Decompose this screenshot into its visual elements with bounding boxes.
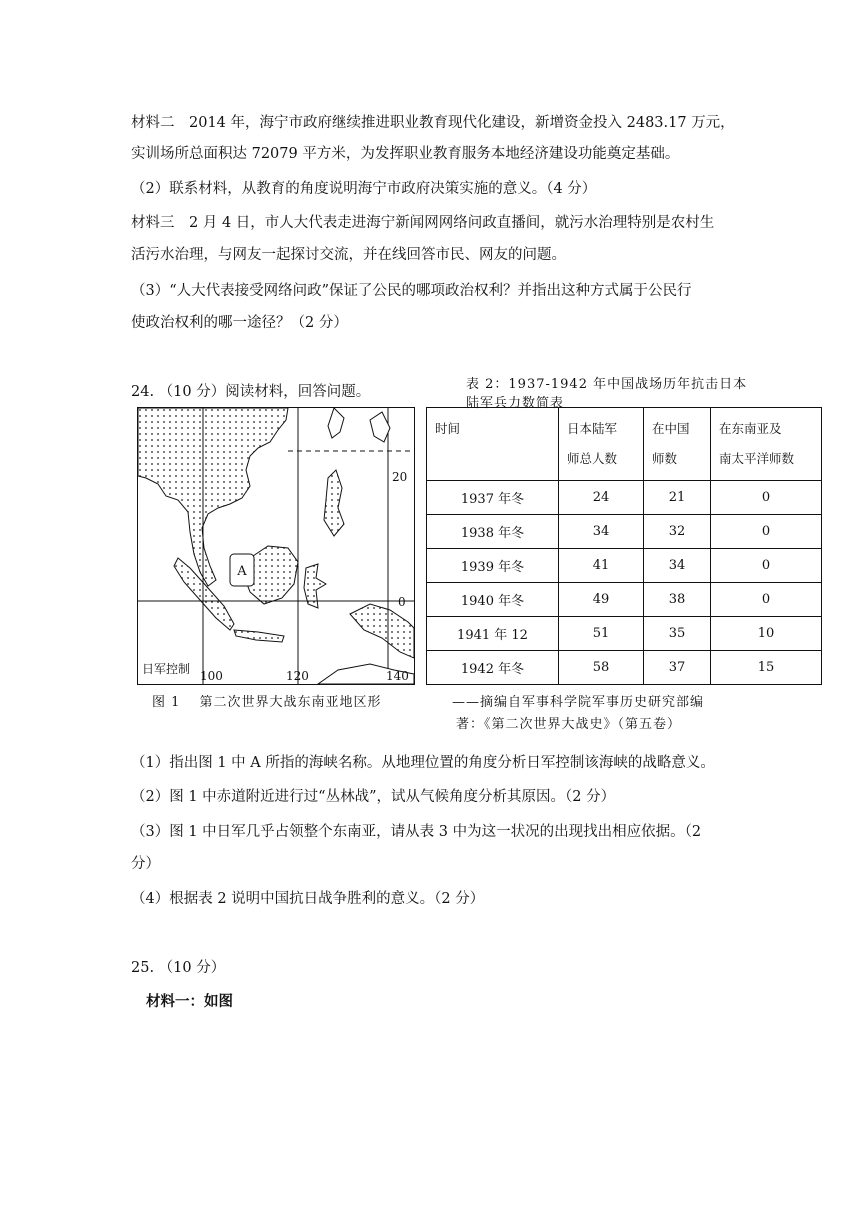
question-25-header: 25. （10 分） [131,960,226,976]
table-row [427,549,822,583]
question-23-3-line1: （3）“人大代表接受网络问政”保证了公民的哪项政治权利？并指出这种方式属于公民行 [131,283,692,299]
lon-label-140: 140 [386,669,409,683]
question-24-1: （1）指出图 1 中 A 所指的海峡名称。从地理位置的角度分析日军控制该海峡的战略意义。 [131,755,715,771]
cell-china: 37 [644,651,711,685]
cell-time: 1939 年冬 [427,549,559,583]
table-header-row [427,408,822,481]
cell-china: 34 [644,549,711,583]
header-sea-pacific-divisions: 在东南亚及 南太平洋师数 [711,408,822,481]
material3-line1: 材料三 2 月 4 日，市人大代表走进海宁新闻网网络问政直播间，就污水治理特别是农村生 [131,215,715,231]
cell-total: 41 [559,549,644,583]
table-title-line1: 表 2：1937-1942 年中国战场历年抗击日本 [466,377,748,392]
question-24-4: （4）根据表 2 说明中国抗日战争胜利的意义。（2 分） [131,891,485,907]
southeast-asia-map [137,407,415,685]
new-guinea [350,604,414,658]
cell-total: 24 [559,481,644,515]
cell-time: 1940 年冬 [427,583,559,617]
cell-sea: 0 [711,583,822,617]
table-row [427,515,822,549]
question-24-3-line2: 分） [131,856,160,872]
question-24-3-line1: （3）图 1 中日军几乎占领整个东南亚，请从表 3 中为这一状况的出现找出相应依据。（2 [131,824,702,840]
figure-1-caption: 图 1 第二次世界大战东南亚地区形 [152,695,382,710]
lat-label-20: 20 [392,470,408,484]
material3-line2: 活污水治理，与网友一起探讨交流，并在线回答市民、网友的问题。 [131,247,566,263]
taiwan-island [328,408,344,438]
cell-total: 49 [559,583,644,617]
question-23-2: （2）联系材料，从教育的角度说明海宁市政府决策实施的意义。（4 分） [131,181,597,197]
map-drawing [138,408,414,684]
cell-time: 1942 年冬 [427,651,559,685]
material2-line1: 材料二 2014 年，海宁市政府继续推进职业教育现代化建设，新增资金投入 2483.17 万元， [131,115,735,131]
cell-time: 1937 年冬 [427,481,559,515]
question-25-material1: 材料一：如图 [146,993,233,1010]
strait-a-label: A [237,564,247,579]
table-source-line1: ——摘编自军事科学院军事历史研究部编 [452,695,705,710]
table-source-line2: 著：《第二次世界大战史》（第五卷） [456,717,682,732]
northern-island [370,412,390,442]
legend-japan-controlled: 日军控制 [142,662,191,676]
lon-label-100: 100 [200,669,223,683]
cell-sea: 15 [711,651,822,685]
philippines [324,470,344,536]
cell-total: 34 [559,515,644,549]
cell-china: 21 [644,481,711,515]
material2-line2: 实训场所总面积达 72079 平方米，为发挥职业教育服务本地经济建设功能奠定基础。 [131,146,680,162]
lat-label-0: 0 [398,595,406,609]
cell-total: 58 [559,651,644,685]
header-china-divisions: 在中国 师数 [644,408,711,481]
header-total-divisions: 日本陆军 师总人数 [559,408,644,481]
lon-label-120: 120 [286,669,309,683]
cell-time: 1938 年冬 [427,515,559,549]
cell-china: 32 [644,515,711,549]
cell-total: 51 [559,617,644,651]
cell-sea: 10 [711,617,822,651]
cell-sea: 0 [711,481,822,515]
cell-china: 38 [644,583,711,617]
question-24-header: 24. （10 分）阅读材料，回答问题。 [131,384,371,400]
table-row [427,617,822,651]
troop-table [426,407,822,685]
question-23-3-line2: 使政治权利的哪一途径？（2 分） [131,315,348,331]
cell-sea: 0 [711,515,822,549]
table-title-line2: 陆军兵力数简表 [466,396,565,411]
cell-china: 35 [644,617,711,651]
cell-sea: 0 [711,549,822,583]
header-time: 时间 [427,408,559,481]
table-row [427,651,822,685]
java [234,630,284,642]
table-row [427,583,822,617]
cell-time: 1941 年 12 [427,617,559,651]
question-24-2: （2）图 1 中赤道附近进行过“丛林战”，试从气候角度分析其原因。（2 分） [131,789,616,805]
table-row [427,481,822,515]
